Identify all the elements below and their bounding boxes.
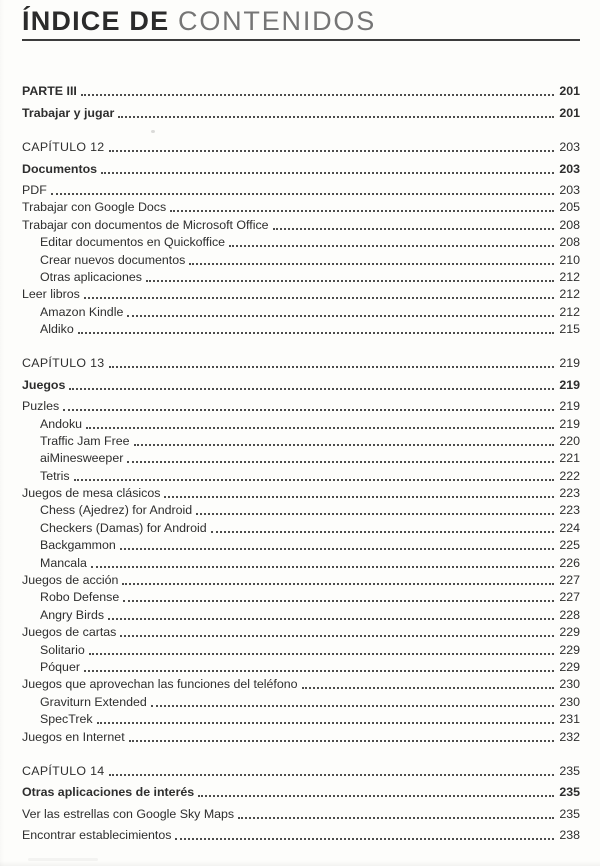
dotted-leader <box>84 297 554 299</box>
toc-entry <box>22 522 580 535</box>
toc-entry-label: Ver las estrellas con Google Sky Maps <box>22 806 235 821</box>
toc-entry-page: 223 <box>559 503 580 518</box>
dotted-leader <box>127 315 554 317</box>
dotted-leader <box>302 687 554 689</box>
toc-entry <box>22 323 580 336</box>
toc-entry <box>22 435 580 448</box>
toc-entry-label: SpecTrek <box>40 712 93 727</box>
dotted-leader <box>238 817 554 819</box>
toc-entry-page: 231 <box>559 712 580 727</box>
toc-block <box>22 765 580 843</box>
toc-entry-page: 229 <box>559 642 580 657</box>
page-title <box>22 6 580 36</box>
toc-entry-label: PDF <box>22 183 47 197</box>
dotted-leader <box>175 838 554 840</box>
toc-entry-page: 215 <box>559 322 580 337</box>
dotted-leader <box>109 366 555 368</box>
toc-entry-label: Encontrar establecimientos <box>22 828 172 843</box>
toc-entry-page: 226 <box>559 555 580 570</box>
toc-entry-label: Andoku <box>40 416 83 431</box>
toc-entry <box>22 85 580 98</box>
toc-entry-page: 201 <box>559 84 580 98</box>
toc-entry-label: Otras aplicaciones de interés <box>22 785 195 800</box>
toc-entry-label: Mancala <box>40 555 87 570</box>
toc-entry <box>22 504 580 517</box>
toc-entry-page: 225 <box>559 538 580 553</box>
toc-entry-page: 235 <box>559 806 580 821</box>
scan-smudge <box>28 858 98 861</box>
toc-entry-label: Graviturn Extended <box>40 694 147 709</box>
toc-entry <box>22 201 580 214</box>
dotted-leader <box>122 583 554 585</box>
toc-entry-label: Trabajar y jugar <box>22 106 115 120</box>
toc-entry-page: 228 <box>559 607 580 622</box>
toc-entry-page: 221 <box>559 451 580 466</box>
dotted-leader <box>129 740 554 742</box>
dotted-leader <box>109 774 555 776</box>
scan-speck <box>151 130 155 133</box>
dotted-leader <box>189 263 554 265</box>
page-title-primary: ÍNDICE DE <box>22 6 170 36</box>
toc-entry-label: CAPÍTULO 14 <box>22 763 105 778</box>
toc-entry-page: 212 <box>559 304 580 319</box>
toc-entry-label: Juegos de cartas <box>22 625 117 640</box>
dotted-leader <box>198 795 554 797</box>
dotted-leader <box>146 280 554 282</box>
toc-entry <box>22 452 580 465</box>
dotted-leader <box>63 409 554 411</box>
dotted-leader <box>196 513 554 515</box>
toc-entry-page: 208 <box>559 235 580 250</box>
toc-entry-page: 219 <box>559 416 580 431</box>
toc-entry-page: 223 <box>559 486 580 501</box>
dotted-leader <box>108 618 554 620</box>
toc-entry <box>22 808 580 821</box>
toc-entry <box>22 829 580 842</box>
dotted-leader <box>120 548 554 550</box>
header-rule <box>22 39 580 41</box>
toc-entry-label: Juegos de acción <box>22 573 119 588</box>
toc-entry-page: 229 <box>559 659 580 674</box>
dotted-leader <box>229 245 554 247</box>
toc-entry-label: Crear nuevos documentos <box>40 252 186 267</box>
toc-entry-label: Leer libros <box>22 287 80 302</box>
toc-entry-page: 230 <box>559 694 580 709</box>
toc-entry-label: Documentos <box>22 162 98 176</box>
toc-entry <box>22 539 580 552</box>
toc-entry <box>22 418 580 431</box>
toc-entry <box>22 487 580 500</box>
toc-entry <box>22 609 580 622</box>
toc-entry <box>22 557 580 570</box>
toc-entry-page: 210 <box>559 252 580 267</box>
toc-entry <box>22 254 580 267</box>
dotted-leader <box>101 172 554 174</box>
toc-entry-label: Robo Defense <box>40 590 120 605</box>
dotted-leader <box>97 722 554 724</box>
toc-entry <box>22 765 580 778</box>
dotted-leader <box>109 150 555 152</box>
toc-block <box>22 357 580 743</box>
toc-entry <box>22 713 580 726</box>
dotted-leader <box>84 670 554 672</box>
toc-entry-label: Angry Birds <box>40 607 105 622</box>
dotted-leader <box>74 479 554 481</box>
toc-entry-label: Trabajar con Google Docs <box>22 200 167 215</box>
toc-entry-page: 203 <box>559 140 580 154</box>
dotted-leader <box>81 94 554 96</box>
dotted-leader <box>123 600 554 602</box>
toc-entry-page: 224 <box>559 520 580 535</box>
toc-entry <box>22 731 580 744</box>
toc-entry-label: Amazon Kindle <box>40 304 124 319</box>
toc-entry <box>22 288 580 301</box>
toc-entry <box>22 357 580 370</box>
toc-entry-page: 230 <box>559 677 580 692</box>
toc-entry-label: Editar documentos en Quickoffice <box>40 235 226 250</box>
page-title-secondary: CONTENIDOS <box>178 6 377 36</box>
dotted-leader <box>211 531 554 533</box>
dotted-leader <box>91 566 554 568</box>
toc-entry-page: 235 <box>559 763 580 778</box>
toc-entry <box>22 184 580 197</box>
dotted-leader <box>120 635 554 637</box>
toc-entry <box>22 163 580 176</box>
toc-entry-label: Checkers (Damas) for Android <box>40 520 207 535</box>
toc-entry-page: 219 <box>559 356 580 371</box>
toc-entry-label: Póquer <box>40 659 80 674</box>
dotted-leader <box>170 210 554 212</box>
toc-entry-page: 227 <box>559 590 580 605</box>
toc-entry-label: Juegos de mesa clásicos <box>22 486 161 501</box>
toc-entry <box>22 661 580 674</box>
toc-entry-page: 229 <box>559 625 580 640</box>
dotted-leader <box>127 461 554 463</box>
dotted-leader <box>86 427 554 429</box>
toc-entry-page: 232 <box>559 729 580 744</box>
toc-entry <box>22 786 580 799</box>
toc-entry-label: PARTE III <box>22 84 77 98</box>
toc-entry-label: Tetris <box>40 468 70 483</box>
toc-entry <box>22 379 580 392</box>
dotted-leader <box>51 193 554 195</box>
toc-entry-label: Chess (Ajedrez) for Android <box>40 503 193 518</box>
toc-entry-page: 238 <box>559 828 580 843</box>
dotted-leader <box>89 653 554 655</box>
toc-entry-label: Backgammon <box>40 538 116 553</box>
toc-block <box>22 141 580 336</box>
toc-entry-label: Solitario <box>40 642 85 657</box>
toc-entry-label: aiMinesweeper <box>40 451 124 466</box>
toc-entry <box>22 644 580 657</box>
toc-entry-label: Trabajar con documentos de Microsoft Office <box>22 217 269 232</box>
toc-entry <box>22 574 580 587</box>
toc-entry <box>22 696 580 709</box>
toc-entry <box>22 236 580 249</box>
toc-entry <box>22 400 580 413</box>
dotted-leader <box>273 228 554 230</box>
toc-entry-label: Otras aplicaciones <box>40 269 142 284</box>
toc-entry-page: 222 <box>559 468 580 483</box>
toc-entry-label: CAPÍTULO 12 <box>22 140 105 154</box>
toc-entry-label: Juegos en Internet <box>22 729 125 744</box>
toc-entry-page: 203 <box>559 183 580 197</box>
dotted-leader <box>118 116 554 118</box>
toc-entry-page: 205 <box>559 200 580 215</box>
toc-entry-page: 203 <box>559 162 580 176</box>
dotted-leader <box>164 496 554 498</box>
toc-entry <box>22 107 580 120</box>
toc-entry <box>22 271 580 284</box>
toc-entry <box>22 141 580 154</box>
toc-entry <box>22 219 580 232</box>
toc-list <box>22 85 580 842</box>
toc-entry <box>22 591 580 604</box>
toc-entry-page: 220 <box>559 433 580 448</box>
toc-entry-page: 235 <box>559 785 580 800</box>
toc-entry-page: 201 <box>559 106 580 120</box>
toc-block <box>22 85 580 120</box>
toc-entry-page: 219 <box>559 399 580 414</box>
toc-entry-label: Juegos <box>22 378 66 393</box>
dotted-leader <box>69 388 554 390</box>
toc-entry <box>22 678 580 691</box>
toc-entry <box>22 470 580 483</box>
toc-entry-page: 212 <box>559 287 580 302</box>
toc-entry-page: 208 <box>559 217 580 232</box>
toc-entry-label: Juegos que aprovechan las funciones del teléfono <box>22 677 298 692</box>
toc-entry-page: 227 <box>559 573 580 588</box>
toc-entry-label: Puzles <box>22 399 60 414</box>
toc-entry <box>22 626 580 639</box>
toc-entry-label: CAPÍTULO 13 <box>22 356 105 371</box>
page-header <box>22 6 580 41</box>
toc-entry-page: 219 <box>559 378 580 393</box>
toc-entry-label: Aldiko <box>40 322 74 337</box>
toc-entry <box>22 306 580 319</box>
toc-entry-label: Traffic Jam Free <box>40 433 130 448</box>
toc-entry-page: 212 <box>559 269 580 284</box>
dotted-leader <box>151 705 554 707</box>
dotted-leader <box>134 444 554 446</box>
dotted-leader <box>78 332 554 334</box>
